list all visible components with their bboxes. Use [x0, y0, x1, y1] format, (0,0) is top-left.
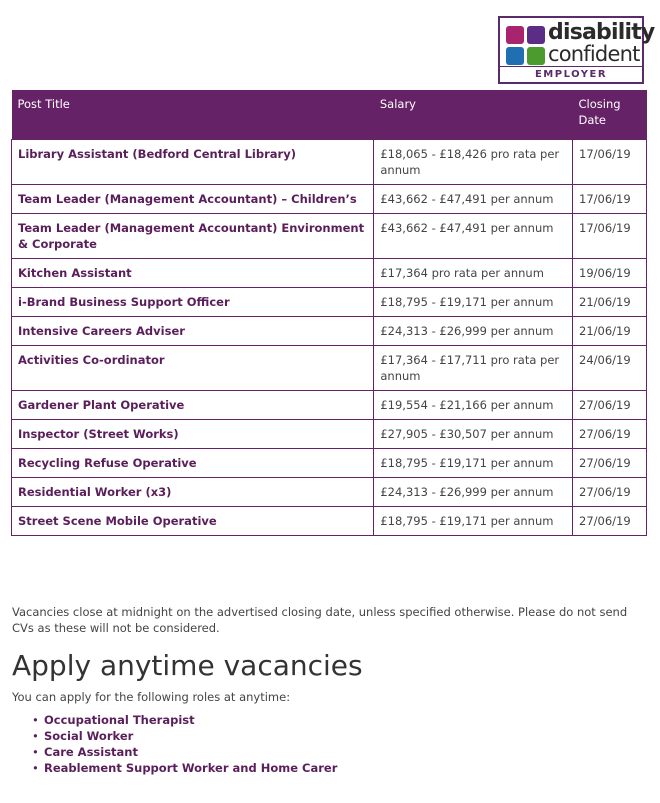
table-row	[12, 317, 647, 346]
lock-icon	[506, 47, 524, 65]
role-link[interactable]: Social Worker	[44, 729, 134, 743]
bullet-icon: •	[32, 729, 39, 743]
vacancies-table	[11, 90, 647, 536]
vacancies-table-body	[12, 140, 647, 536]
table-row	[12, 185, 647, 214]
logo-word-confident: confident	[548, 42, 640, 66]
vacancy-closing-date: 27/06/19	[573, 420, 647, 449]
table-row	[12, 259, 647, 288]
table-row	[12, 507, 647, 536]
vacancy-salary: £17,364 - £17,711 pro rata per annum	[374, 346, 573, 391]
disability-confident-logo	[498, 16, 655, 84]
vacancy-salary: £18,065 - £18,426 pro rata per annum	[374, 140, 573, 185]
list-item	[12, 760, 337, 776]
vacancy-title-link[interactable]: Team Leader (Management Accountant) Environment & Corporate	[12, 214, 374, 259]
vacancy-title-link[interactable]: Gardener Plant Operative	[12, 391, 374, 420]
table-row	[12, 478, 647, 507]
header-salary: Salary	[374, 90, 573, 140]
table-row	[12, 288, 647, 317]
vacancy-closing-date: 17/06/19	[573, 140, 647, 185]
vacancy-closing-date: 17/06/19	[573, 214, 647, 259]
vacancy-title-link[interactable]: Intensive Careers Adviser	[12, 317, 374, 346]
role-link[interactable]: Care Assistant	[44, 745, 138, 759]
apply-anytime-roles-list	[12, 712, 337, 776]
vacancy-closing-date: 27/06/19	[573, 507, 647, 536]
vacancy-closing-date: 27/06/19	[573, 478, 647, 507]
closing-note: Vacancies close at midnight on the advertised closing date, unless specified otherwise. Please do not send CVs as these will not be considered.	[12, 605, 628, 635]
table-row	[12, 140, 647, 185]
vacancy-closing-date: 19/06/19	[573, 259, 647, 288]
logo-tiles	[506, 26, 546, 66]
vacancy-closing-date: 21/06/19	[573, 317, 647, 346]
table-row	[12, 391, 647, 420]
vacancy-salary: £17,364 pro rata per annum	[374, 259, 573, 288]
vacancy-title-link[interactable]: Residential Worker (x3)	[12, 478, 374, 507]
header-closing-date: Closing Date	[573, 90, 647, 140]
apply-anytime-heading: Apply anytime vacancies	[12, 649, 363, 682]
vacancy-salary: £43,662 - £47,491 per annum	[374, 185, 573, 214]
puzzle-icon	[527, 47, 545, 65]
vacancy-salary: £18,795 - £19,171 per annum	[374, 288, 573, 317]
table-header-row	[12, 90, 647, 140]
vacancy-salary: £24,313 - £26,999 per annum	[374, 317, 573, 346]
bullet-icon: •	[32, 713, 39, 727]
vacancy-salary: £43,662 - £47,491 per annum	[374, 214, 573, 259]
vacancy-salary: £24,313 - £26,999 per annum	[374, 478, 573, 507]
list-item	[12, 728, 337, 744]
vacancy-closing-date: 24/06/19	[573, 346, 647, 391]
vacancy-salary: £18,795 - £19,171 per annum	[374, 449, 573, 478]
logo-word-disability: disability	[548, 20, 655, 45]
bullet-icon: •	[32, 745, 39, 759]
list-item	[12, 744, 337, 760]
vacancy-title-link[interactable]: i-Brand Business Support Officer	[12, 288, 374, 317]
bullet-icon: •	[32, 761, 39, 775]
table-row	[12, 214, 647, 259]
vacancy-title-link[interactable]: Team Leader (Management Accountant) – Children’s	[12, 185, 374, 214]
table-row	[12, 346, 647, 391]
check-icon	[527, 26, 545, 44]
vacancy-closing-date: 17/06/19	[573, 185, 647, 214]
vacancy-title-link[interactable]: Recycling Refuse Operative	[12, 449, 374, 478]
vacancy-closing-date: 27/06/19	[573, 391, 647, 420]
vacancy-salary: £19,554 - £21,166 per annum	[374, 391, 573, 420]
vacancy-title-link[interactable]: Kitchen Assistant	[12, 259, 374, 288]
role-link[interactable]: Reablement Support Worker and Home Carer	[44, 761, 338, 775]
logo-word-employer: EMPLOYER	[500, 66, 642, 82]
vacancy-title-link[interactable]: Inspector (Street Works)	[12, 420, 374, 449]
vacancy-salary: £18,795 - £19,171 per annum	[374, 507, 573, 536]
vacancy-title-link[interactable]: Street Scene Mobile Operative	[12, 507, 374, 536]
table-row	[12, 420, 647, 449]
header-post-title: Post Title	[12, 90, 374, 140]
list-item	[12, 712, 337, 728]
vacancy-closing-date: 27/06/19	[573, 449, 647, 478]
vacancy-salary: £27,905 - £30,507 per annum	[374, 420, 573, 449]
vacancy-title-link[interactable]: Library Assistant (Bedford Central Library)	[12, 140, 374, 185]
people-icon	[506, 26, 524, 44]
vacancy-closing-date: 21/06/19	[573, 288, 647, 317]
apply-anytime-intro: You can apply for the following roles at anytime:	[12, 690, 291, 704]
table-row	[12, 449, 647, 478]
role-link[interactable]: Occupational Therapist	[44, 713, 195, 727]
vacancy-title-link[interactable]: Activities Co-ordinator	[12, 346, 374, 391]
